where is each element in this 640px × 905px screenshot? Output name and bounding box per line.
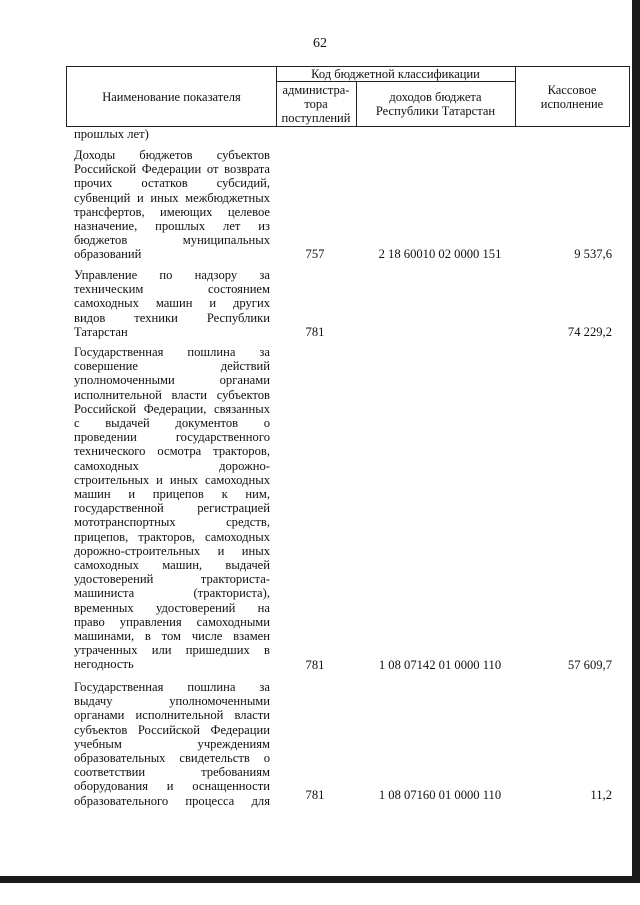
- header-income-line: Республики Татарстан: [375, 103, 496, 118]
- row-name-line: трансфертов, имеющих целевое: [74, 204, 270, 219]
- header-name-cell: [67, 67, 276, 126]
- row-name-line: мототранспортных средств,: [74, 515, 270, 530]
- row-name-line: технического осмотра тракторов,: [74, 444, 270, 459]
- row-name-line: негодность: [74, 657, 134, 672]
- header-group-cell: [276, 67, 515, 81]
- page-number: 62: [313, 36, 327, 51]
- row-name-line: Государственная пошлина за: [74, 680, 270, 694]
- row-name-line: уполномоченными органами: [74, 373, 270, 388]
- row-name-line: бюджетов муниципальных: [74, 233, 270, 248]
- table-row-name: [74, 127, 270, 141]
- header-name-label: Наименование показателя: [102, 89, 241, 104]
- row-name-line: образовательного процесса для: [74, 793, 270, 808]
- row-budget-code: 1 08 07142 01 0000 110: [378, 658, 502, 672]
- table-header: [66, 66, 630, 127]
- scan-edge-right: [632, 0, 640, 880]
- row-name-line: Управление по надзору за: [74, 268, 270, 282]
- row-name-line: дорожно-строительных и иных: [74, 543, 270, 558]
- row-name-line: самоходных машин и других: [74, 296, 270, 311]
- row-name-line: строительных и иных самоходных: [74, 472, 270, 487]
- scan-edge-bottom: [0, 876, 640, 905]
- header-execution-cell: [515, 67, 629, 126]
- header-execution-line: Кассовое: [547, 82, 597, 97]
- table-row-name: [74, 345, 270, 672]
- row-amount: 11,2: [590, 788, 612, 802]
- row-name-line: образований: [74, 247, 142, 262]
- row-budget-code: 2 18 60010 02 0000 151: [378, 247, 502, 261]
- header-income-line: доходов бюджета: [389, 89, 482, 104]
- header-execution-line: исполнение: [540, 96, 604, 111]
- row-name-line: оборудования и оснащенности: [74, 779, 270, 794]
- row-name-line: машинами, в том числе взамен: [74, 629, 270, 644]
- row-amount: 74 229,2: [567, 325, 612, 339]
- row-name-line: прошлых лет): [74, 127, 149, 141]
- row-name-line: удостоверений тракториста-: [74, 572, 270, 587]
- row-name-line: образовательных свидетельств о: [74, 751, 270, 766]
- row-name-line: машин и прицепов к ним,: [74, 487, 270, 502]
- table-row-name: [74, 268, 270, 339]
- row-admin-code: 757: [305, 247, 325, 261]
- row-name-line: государственной регистрацией: [74, 501, 270, 516]
- row-admin-code: 781: [305, 658, 325, 672]
- row-name-line: Доходы бюджетов субъектов: [74, 148, 270, 162]
- row-admin-code: 781: [305, 788, 325, 802]
- row-name-line: прицепов, тракторов, самоходных: [74, 529, 270, 544]
- row-name-line: Татарстан: [74, 324, 128, 339]
- row-name-line: утраченных или пришедших в: [74, 643, 270, 658]
- row-name-line: субъектов Российской Федерации: [74, 722, 270, 737]
- row-name-line: проведении государственного: [74, 430, 270, 445]
- table-row-name: [74, 148, 270, 262]
- table-row-name: [74, 680, 270, 808]
- row-name-line: соответствии требованиям: [74, 765, 270, 780]
- row-amount: 57 609,7: [567, 658, 612, 672]
- row-name-line: назначение, прошлых лет из: [74, 219, 270, 234]
- row-name-line: машиниста (тракториста),: [74, 586, 270, 601]
- row-name-line: совершение действий: [74, 359, 270, 374]
- header-admin-line: поступлений: [281, 110, 351, 125]
- row-name-line: видов техники Республики: [74, 310, 270, 325]
- row-name-line: органами исполнительной власти: [74, 708, 270, 723]
- header-income-cell: [356, 81, 515, 126]
- row-name-line: субвенций и иных межбюджетных: [74, 190, 270, 205]
- row-name-line: Российской Федерации от возврата: [74, 162, 270, 177]
- row-budget-code: 1 08 07160 01 0000 110: [378, 788, 502, 802]
- header-admin-cell: [276, 81, 356, 126]
- row-name-line: Государственная пошлина за: [74, 345, 270, 359]
- row-name-line: исполнительной власти субъектов: [74, 387, 270, 402]
- row-name-line: самоходных дорожно-: [74, 458, 270, 473]
- row-name-line: выдачу уполномоченными: [74, 694, 270, 709]
- row-name-line: временных удостоверений на: [74, 600, 270, 615]
- row-name-line: самоходных машин, выдачей: [74, 558, 270, 573]
- header-group-label: Код бюджетной классификации: [311, 67, 480, 81]
- header-admin-line: администра-: [282, 82, 350, 97]
- row-name-line: техническим состоянием: [74, 282, 270, 297]
- row-admin-code: 781: [305, 325, 325, 339]
- row-amount: 9 537,6: [574, 247, 612, 261]
- header-admin-line: тора: [304, 96, 328, 111]
- row-name-line: с выдачей документов о: [74, 416, 270, 431]
- row-name-line: право управления самоходными: [74, 614, 270, 629]
- row-name-line: Российской Федерации, связанных: [74, 401, 270, 416]
- row-name-line: учебным учреждениям: [74, 736, 270, 751]
- row-name-line: прочих остатков субсидий,: [74, 176, 270, 191]
